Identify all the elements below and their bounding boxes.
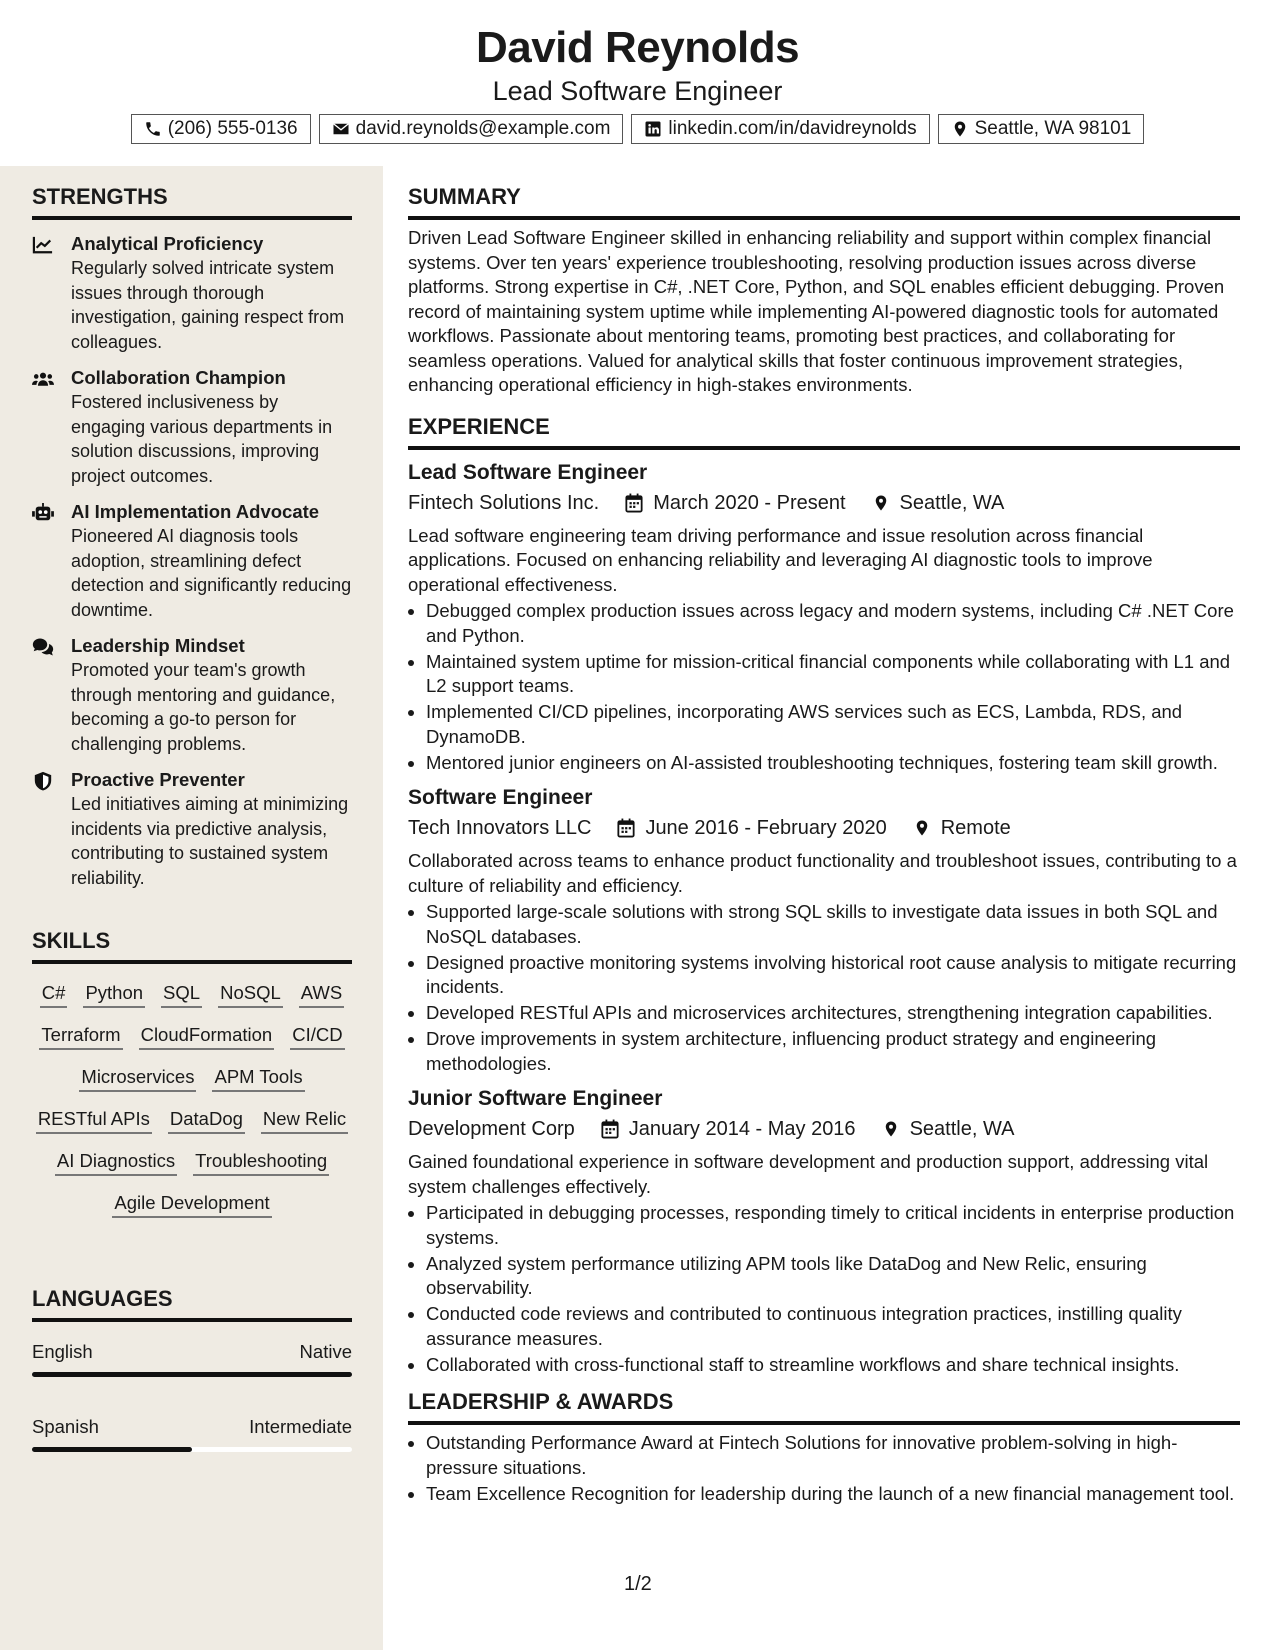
- contact-phone: [131, 114, 311, 144]
- contact-location: [938, 114, 1145, 144]
- robot-icon: [32, 503, 54, 523]
- strength-desc: Pioneered AI diagnosis tools adoption, streamlining defect detection and significantly reducing downtime.: [71, 526, 352, 620]
- skill-tag: CI/CD: [290, 1022, 344, 1050]
- language-proficiency-bar: [32, 1372, 352, 1377]
- job-bullet: • Collaborated with cross-functional staff to streamline workflows and share technical insights.: [426, 1353, 1240, 1378]
- job-bullets: [408, 1201, 1240, 1377]
- job-location: Remote: [940, 817, 1011, 839]
- strength-desc: Regularly solved intricate system issues through thorough investigation, gaining respect from colleagues.: [71, 258, 345, 352]
- language-item: [32, 1340, 352, 1377]
- strength-item: [32, 500, 352, 622]
- language-level: Intermediate: [249, 1416, 352, 1437]
- skill-tag: NoSQL: [218, 980, 283, 1008]
- job-location: Seattle, WA: [909, 1118, 1015, 1140]
- summary-heading: SUMMARY: [408, 182, 1240, 220]
- job-bullet: • Mentored junior engineers on AI-assisted troubleshooting techniques, fostering team skill growth.: [426, 751, 1240, 776]
- skills-section: [32, 926, 352, 1218]
- skill-tag: New Relic: [261, 1106, 348, 1134]
- awards-section: [408, 1387, 1240, 1506]
- job-bullet: • Conducted code reviews and contributed to continuous integration practices, instilling quality assurance measures.: [426, 1302, 1240, 1351]
- job-bullet: • Developed RESTful APIs and microservices architectures, strengthening integration capabilities.: [426, 1001, 1240, 1026]
- job-dates: January 2014 - May 2016: [628, 1118, 856, 1140]
- skill-tag: AWS: [299, 980, 344, 1008]
- resume-header: [0, 0, 1275, 166]
- award-item: • Outstanding Performance Award at Fintech Solutions for innovative problem-solving in high-pressure situations.: [426, 1431, 1240, 1480]
- skill-tag: C#: [40, 980, 68, 1008]
- job-bullets: [408, 900, 1240, 1076]
- map-pin-icon: [872, 493, 890, 513]
- contact-email-text: david.reynolds@example.com: [355, 118, 611, 139]
- skill-tag: RESTful APIs: [36, 1106, 152, 1134]
- linkedin-icon: [644, 120, 662, 138]
- contact-linkedin-text: linkedin.com/in/davidreynolds: [668, 118, 917, 139]
- contact-bar: [0, 114, 1275, 144]
- skills-heading: SKILLS: [32, 926, 352, 964]
- job-location: Seattle, WA: [899, 491, 1005, 514]
- job-meta: [408, 813, 1240, 843]
- summary-section: [408, 182, 1240, 398]
- job-title: Lead Software Engineer: [408, 460, 648, 484]
- award-item: • Team Excellence Recognition for leadership during the launch of a new financial management tool.: [426, 1482, 1240, 1507]
- job-bullet: • Debugged complex production issues across legacy and modern systems, including C# .NET Core and Python.: [426, 599, 1240, 648]
- candidate-title: Lead Software Engineer: [492, 76, 783, 106]
- strength-item: [32, 768, 352, 890]
- job-company: Fintech Solutions Inc.: [408, 491, 600, 514]
- job-bullet: • Analyzed system performance utilizing APM tools like DataDog and New Relic, ensuring observability.: [426, 1252, 1240, 1301]
- languages-section: [32, 1284, 352, 1452]
- skill-tag: Agile Development: [112, 1190, 271, 1218]
- strength-desc: Promoted your team's growth through mentoring and guidance, becoming a go-to person for challenging problems.: [71, 660, 336, 754]
- job-entry: [408, 458, 1240, 776]
- experience-section: [408, 412, 1240, 1378]
- calendar-icon: [601, 1119, 619, 1139]
- job-dates: March 2020 - Present: [653, 491, 846, 514]
- skill-tag: Microservices: [79, 1064, 196, 1092]
- contact-linkedin[interactable]: [631, 114, 929, 144]
- experience-heading: EXPERIENCE: [408, 412, 1240, 450]
- envelope-icon: [332, 120, 350, 138]
- strength-item: [32, 366, 352, 488]
- phone-icon: [144, 120, 162, 138]
- job-entry: [408, 783, 1240, 1076]
- skill-tag: Python: [83, 980, 145, 1008]
- strength-title: Collaboration Champion: [71, 367, 286, 388]
- page-number: 1/2: [624, 1573, 652, 1595]
- strength-desc: Led initiatives aiming at minimizing incidents via predictive analysis, contributing to sustained system reliability.: [71, 794, 349, 888]
- strengths-section: [32, 182, 352, 890]
- awards-list: [408, 1431, 1240, 1506]
- language-name: English: [32, 1341, 93, 1362]
- job-entry: [408, 1084, 1240, 1377]
- skill-tag: SQL: [161, 980, 202, 1008]
- map-pin-icon: [913, 818, 931, 838]
- strength-title: Proactive Preventer: [71, 769, 245, 790]
- skills-list: [32, 980, 352, 1218]
- comments-icon: [32, 637, 54, 657]
- language-level: Native: [299, 1341, 352, 1362]
- skill-tag: DataDog: [168, 1106, 245, 1134]
- job-bullet: • Implemented CI/CD pipelines, incorporating AWS services such as ECS, Lambda, RDS, and DynamoDB.: [426, 700, 1240, 749]
- languages-heading: LANGUAGES: [32, 1284, 352, 1322]
- job-bullet: • Drove improvements in system architecture, influencing product strategy and engineering methodologies.: [426, 1027, 1240, 1076]
- skill-tag: APM Tools: [212, 1064, 304, 1092]
- strength-desc: Fostered inclusiveness by engaging various departments in solution discussions, improving project outcomes.: [71, 392, 333, 486]
- strength-title: AI Implementation Advocate: [71, 501, 320, 522]
- skill-tag: AI Diagnostics: [55, 1148, 177, 1176]
- job-bullets: [408, 599, 1240, 775]
- job-bullet: • Supported large-scale solutions with strong SQL skills to investigate data issues in both SQL and NoSQL databases.: [426, 900, 1240, 949]
- contact-email[interactable]: [319, 114, 624, 144]
- job-company: Development Corp: [408, 1118, 575, 1140]
- job-description: Collaborated across teams to enhance product functionality and troubleshoot issues, contributing to a culture of reliability and efficiency.: [408, 850, 1237, 896]
- job-title: Software Engineer: [408, 786, 593, 809]
- shield-icon: [32, 771, 54, 791]
- map-pin-icon: [882, 1119, 900, 1139]
- job-company: Tech Innovators LLC: [408, 817, 592, 839]
- language-proficiency-fill: [32, 1447, 192, 1452]
- strength-item: [32, 232, 352, 354]
- skill-tag: Troubleshooting: [193, 1148, 329, 1176]
- sidebar: [0, 166, 383, 1650]
- language-proficiency-bar: [32, 1447, 352, 1452]
- job-bullet: • Designed proactive monitoring systems involving historical root cause analysis to mitigate recurring incidents.: [426, 951, 1240, 1000]
- calendar-icon: [625, 493, 643, 513]
- language-name: Spanish: [32, 1416, 99, 1437]
- skill-tag: CloudFormation: [139, 1022, 275, 1050]
- job-bullet: • Maintained system uptime for mission-critical financial components while collaborating with L1 and L2 support teams.: [426, 650, 1240, 699]
- job-description: Gained foundational experience in software development and production support, addressing vital system challenges effectively.: [408, 1151, 1209, 1197]
- strength-title: Analytical Proficiency: [71, 233, 264, 254]
- contact-location-text: Seattle, WA 98101: [974, 118, 1132, 139]
- language-item: [32, 1415, 352, 1452]
- job-meta: [408, 1114, 1240, 1144]
- strength-title: Leadership Mindset: [71, 635, 245, 656]
- job-dates: June 2016 - February 2020: [645, 817, 887, 839]
- job-bullet: • Participated in debugging processes, responding timely to critical incidents in enterprise production systems.: [426, 1201, 1240, 1250]
- job-meta: [408, 488, 1240, 518]
- chart-line-icon: [32, 235, 54, 255]
- skill-tag: Terraform: [39, 1022, 122, 1050]
- candidate-name: David Reynolds: [475, 23, 800, 72]
- job-title: Junior Software Engineer: [408, 1087, 663, 1110]
- awards-heading: LEADERSHIP & AWARDS: [408, 1387, 1240, 1425]
- main-column: [408, 166, 1240, 1508]
- summary-text: Driven Lead Software Engineer skilled in enhancing reliability and support within complex financial systems. Over ten years' experience troubleshooting, resolving production issues across diverse platforms. Strong expertise in C#, .NET Core, Python, and SQL enables efficient debugging. Proven record of maintaining system uptime while implementing AI-powered diagnostic tools for automated workflows. Passionate about mentoring teams, promoting best practices, and collaborating for seamless operations. Valued for analytical skills that foster continuous improvement strategies, enhancing operational efficiency in high-stakes environments.: [408, 227, 1225, 395]
- strength-item: [32, 634, 352, 756]
- calendar-icon: [617, 818, 635, 838]
- users-icon: [32, 369, 54, 389]
- language-proficiency-fill: [32, 1372, 352, 1377]
- map-pin-icon: [951, 120, 969, 138]
- contact-phone-text: (206) 555-0136: [167, 118, 298, 139]
- strengths-heading: STRENGTHS: [32, 182, 352, 220]
- job-description: Lead software engineering team driving performance and issue resolution across financial applications. Focused on enhancing reliability and leveraging AI diagnostic tools to improve operational effectiveness.: [408, 524, 1153, 595]
